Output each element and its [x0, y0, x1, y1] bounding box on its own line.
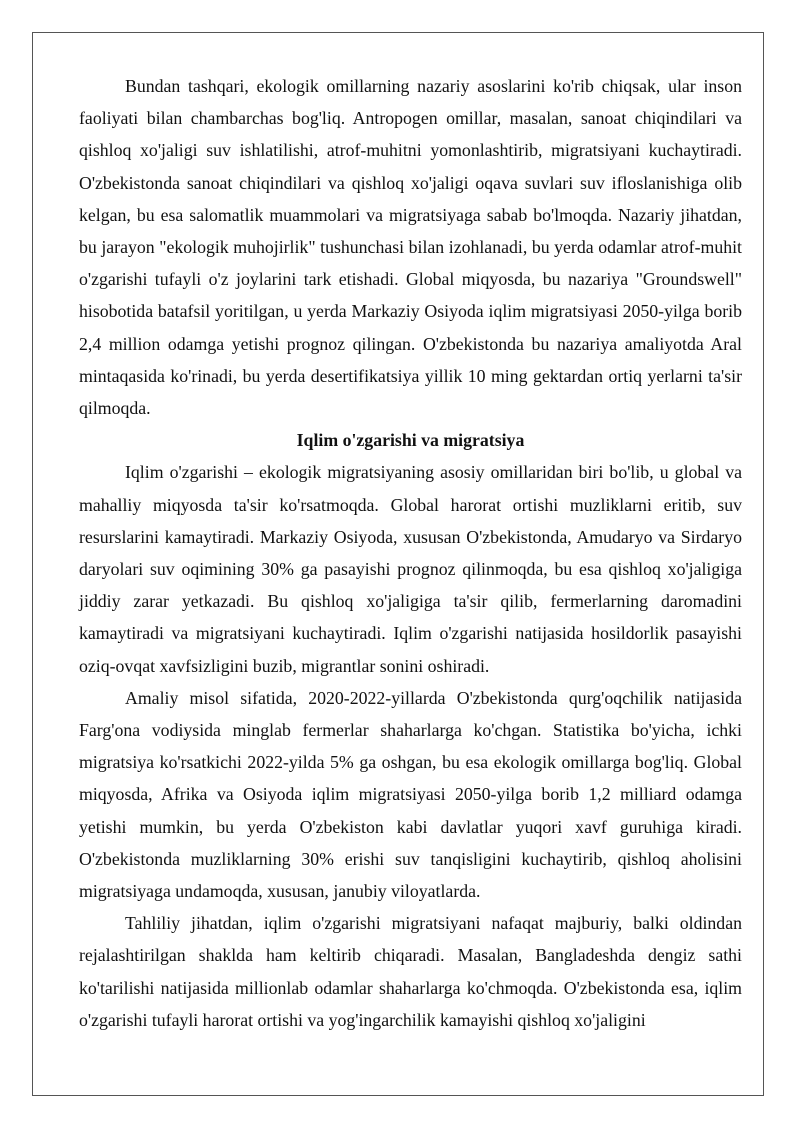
paragraph: Tahliliy jihatdan, iqlim o'zgarishi migratsiyani nafaqat majburiy, balki oldindan rejalashtirilgan shaklda ham keltirib chiqaradi. Masalan, Bangladeshda dengiz sathi ko'tarilishi natijasida millionlab odamlar shaharlarga ko'chmoqda. O'zbekistonda esa, iqlim o'zgarishi tufayli harorat ortishi va yog'ingarchilik kamayishi qishloq xo'jaligini	[79, 913, 742, 1030]
document-body	[79, 70, 742, 1036]
paragraph: Bundan tashqari, ekologik omillarning nazariy asoslarini ko'rib chiqsak, ular inson faoliyati bilan chambarchas bog'liq. Antropogen omillar, masalan, sanoat chiqindilari va qishloq xo'jaligi suv ishlatilishi, atrof-muhitni yomonlashtirib, migratsiyani kuchaytiradi. O'zbekistonda sanoat chiqindilari va qishloq xo'jaligi oqava suvlari suv ifloslanishiga olib kelgan, bu esa salomatlik muammolari va migratsiyaga sabab bo'lmoqda. Nazariy jihatdan, bu jarayon "ekologik muhojirlik" tushunchasi bilan izohlanadi, bu yerda odamlar atrof-muhit o'zgarishi tufayli o'z joylarini tark etishadi. Global miqyosda, bu nazariya "Groundswell" hisobotida batafsil yoritilgan, u yerda Markaziy Osiyoda iqlim migratsiyasi 2050-yilga borib 2,4 million odamga yetishi prognoz qilingan. O'zbekistonda bu nazariya amaliyotda Aral mintaqasida ko'rinadi, bu yerda desertifikatsiya yillik 10 ming gektardan ortiq yerlarni ta'sir qilmoqda.	[79, 76, 742, 419]
section-heading: Iqlim o'zgarishi va migratsiya	[296, 430, 525, 451]
paragraph: Iqlim o'zgarishi – ekologik migratsiyaning asosiy omillaridan biri bo'lib, u global va mahalliy miqyosda ta'sir ko'rsatmoqda. Global harorat ortishi muzliklarni eritib, suv resurslarini kamaytiradi. Markaziy Osiyoda, xususan O'zbekistonda, Amudaryo va Sirdaryo daryolari suv oqimining 30% ga pasayishi prognoz qilinmoqda, bu esa qishloq xo'jaligiga jiddiy zarar yetkazadi. Bu qishloq xo'jaligiga ta'sir qilib, fermerlarning daromadini kamaytiradi va migratsiyani kuchaytiradi. Iqlim o'zgarishi natijasida hosildorlik pasayishi oziq-ovqat xavfsizligini buzib, migrantlar sonini oshiradi.	[79, 462, 742, 676]
paragraph: Amaliy misol sifatida, 2020-2022-yillarda O'zbekistonda qurg'oqchilik natijasida Farg'ona vodiysida minglab fermerlar shaharlarga ko'chgan. Statistika bo'yicha, ichki migratsiya ko'rsatkichi 2022-yilda 5% ga oshgan, bu esa ekologik omillarga bog'liq. Global miqyosda, Afrika va Osiyoda iqlim migratsiyasi 2050-yilga borib 1,2 milliard odamga yetishi mumkin, bu yerda O'zbekiston kabi davlatlar yuqori xavf guruhiga kiradi. O'zbekistonda muzliklarning 30% erishi suv tanqisligini kuchaytirib, qishloq aholisini migratsiyaga undamoqda, xususan, janubiy viloyatlarda.	[79, 687, 742, 902]
